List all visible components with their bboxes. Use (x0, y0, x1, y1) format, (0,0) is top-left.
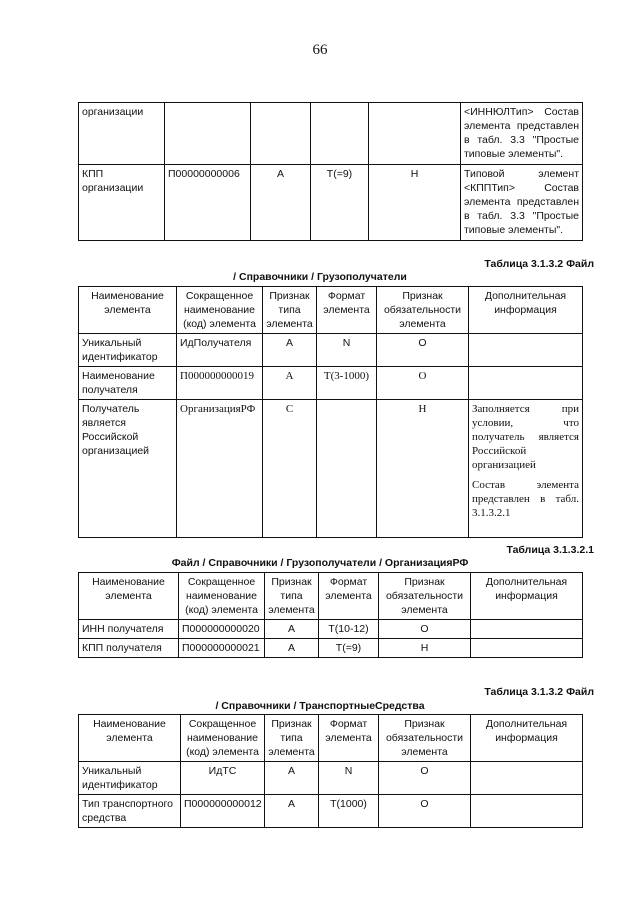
cell-info (469, 367, 583, 400)
cell-format (311, 103, 369, 165)
russian-org-table (78, 572, 583, 658)
cell-type: А (263, 334, 317, 367)
cell-required: Н (377, 400, 469, 538)
table-caption-number: Таблица 3.1.3.2 Файл (484, 686, 594, 698)
cell-required: Н (379, 639, 471, 658)
cell-info: <ИННЮЛТип> Состав элемента представлен в табл. 3.3 "Простые типовые элементы". (461, 103, 583, 165)
page-number: 66 (312, 42, 328, 58)
cell-required: Н (369, 165, 461, 241)
cell-name: ИНН получателя (79, 620, 179, 639)
cell-required: О (379, 762, 471, 795)
header-info: Дополнительная информация (471, 715, 583, 762)
cell-code: ОрганизацияРФ (177, 400, 263, 538)
header-required: Признак обязательности элемента (379, 573, 471, 620)
recipients-table (78, 286, 583, 538)
header-info: Дополнительная информация (471, 573, 583, 620)
vehicles-table (78, 714, 583, 828)
cell-format: Т(=9) (319, 639, 379, 658)
table-row (79, 334, 583, 367)
cell-required: О (379, 620, 471, 639)
header-row (79, 573, 583, 620)
cell-format: N (317, 334, 377, 367)
header-info: Дополнительная информация (469, 287, 583, 334)
cell-info (469, 400, 583, 538)
header-name: Наименование элемента (79, 573, 179, 620)
cell-info (471, 639, 583, 658)
cell-required (369, 103, 461, 165)
table-row (79, 762, 583, 795)
cell-format: Т(3-1000) (317, 367, 377, 400)
cell-format: N (319, 762, 379, 795)
table-row (79, 639, 583, 658)
header-required: Признак обязательности элемента (377, 287, 469, 334)
header-code: Сокращенное наименование (код) элемента (179, 573, 265, 620)
header-row (79, 287, 583, 334)
header-type: Признак типа элемента (265, 715, 319, 762)
cell-type: А (265, 762, 319, 795)
cell-name: Уникальный идентификатор (79, 762, 181, 795)
cell-info (471, 762, 583, 795)
header-type: Признак типа элемента (263, 287, 317, 334)
table-caption-title: Файл / Справочники / Грузополучатели / ОрганизацияРФ (171, 557, 469, 569)
header-name: Наименование элемента (79, 715, 181, 762)
table-row (79, 165, 583, 241)
cell-code: П00000000006 (165, 165, 251, 241)
cell-name: Наименование получателя (79, 367, 177, 400)
cell-type: А (263, 367, 317, 400)
table-row (79, 620, 583, 639)
info-composition-note: Состав элемента представлен в табл. 3.1.3.2.1 (472, 479, 579, 519)
cell-code: ИдТС (181, 762, 265, 795)
cell-required: О (377, 334, 469, 367)
header-name: Наименование элемента (79, 287, 177, 334)
cell-name: Получатель является Российской организацией (79, 400, 177, 538)
cell-type: А (265, 639, 319, 658)
header-format: Формат элемента (319, 573, 379, 620)
cell-format: Т(=9) (311, 165, 369, 241)
table-row (79, 400, 583, 538)
cell-info (471, 795, 583, 828)
cell-code: П000000000020 (179, 620, 265, 639)
header-required: Признак обязательности элемента (379, 715, 471, 762)
cell-type (251, 103, 311, 165)
cell-name: Тип транспортного средства (79, 795, 181, 828)
cell-required: О (377, 367, 469, 400)
cell-format: Т(10-12) (319, 620, 379, 639)
cell-type: А (251, 165, 311, 241)
table-caption-number: Таблица 3.1.3.2 Файл (484, 258, 594, 270)
table-caption-number: Таблица 3.1.3.2.1 (506, 544, 594, 556)
cell-type: А (265, 795, 319, 828)
cell-code: П000000000012 (181, 795, 265, 828)
header-format: Формат элемента (317, 287, 377, 334)
cell-info (471, 620, 583, 639)
header-code: Сокращенное наименование (код) элемента (181, 715, 265, 762)
table-caption-title: / Справочники / ТранспортныеСредства (215, 700, 425, 712)
cell-format (317, 400, 377, 538)
info-condition: Заполняется при условии, что получатель является Российской организацией (472, 403, 579, 471)
cell-code (165, 103, 251, 165)
table-row (79, 367, 583, 400)
cell-name: КПП организации (79, 165, 165, 241)
cell-code: П000000000021 (179, 639, 265, 658)
cell-type: А (265, 620, 319, 639)
cell-type: С (263, 400, 317, 538)
cell-format: Т(1000) (319, 795, 379, 828)
table-caption-title: / Справочники / Грузополучатели (233, 271, 407, 283)
table-row (79, 795, 583, 828)
header-type: Признак типа элемента (265, 573, 319, 620)
cell-name: Уникальный идентификатор (79, 334, 177, 367)
table-row (79, 103, 583, 165)
cell-info: Типовой элемент <КППТип> Состав элемента представлен в табл. 3.3 "Простые типовые элементы". (461, 165, 583, 241)
cell-required: О (379, 795, 471, 828)
continuation-table (78, 102, 583, 241)
cell-info (469, 334, 583, 367)
cell-name: КПП получателя (79, 639, 179, 658)
cell-code: ИдПолучателя (177, 334, 263, 367)
header-code: Сокращенное наименование (код) элемента (177, 287, 263, 334)
header-format: Формат элемента (319, 715, 379, 762)
cell-name: организации (79, 103, 165, 165)
header-row (79, 715, 583, 762)
cell-code: П000000000019 (177, 367, 263, 400)
